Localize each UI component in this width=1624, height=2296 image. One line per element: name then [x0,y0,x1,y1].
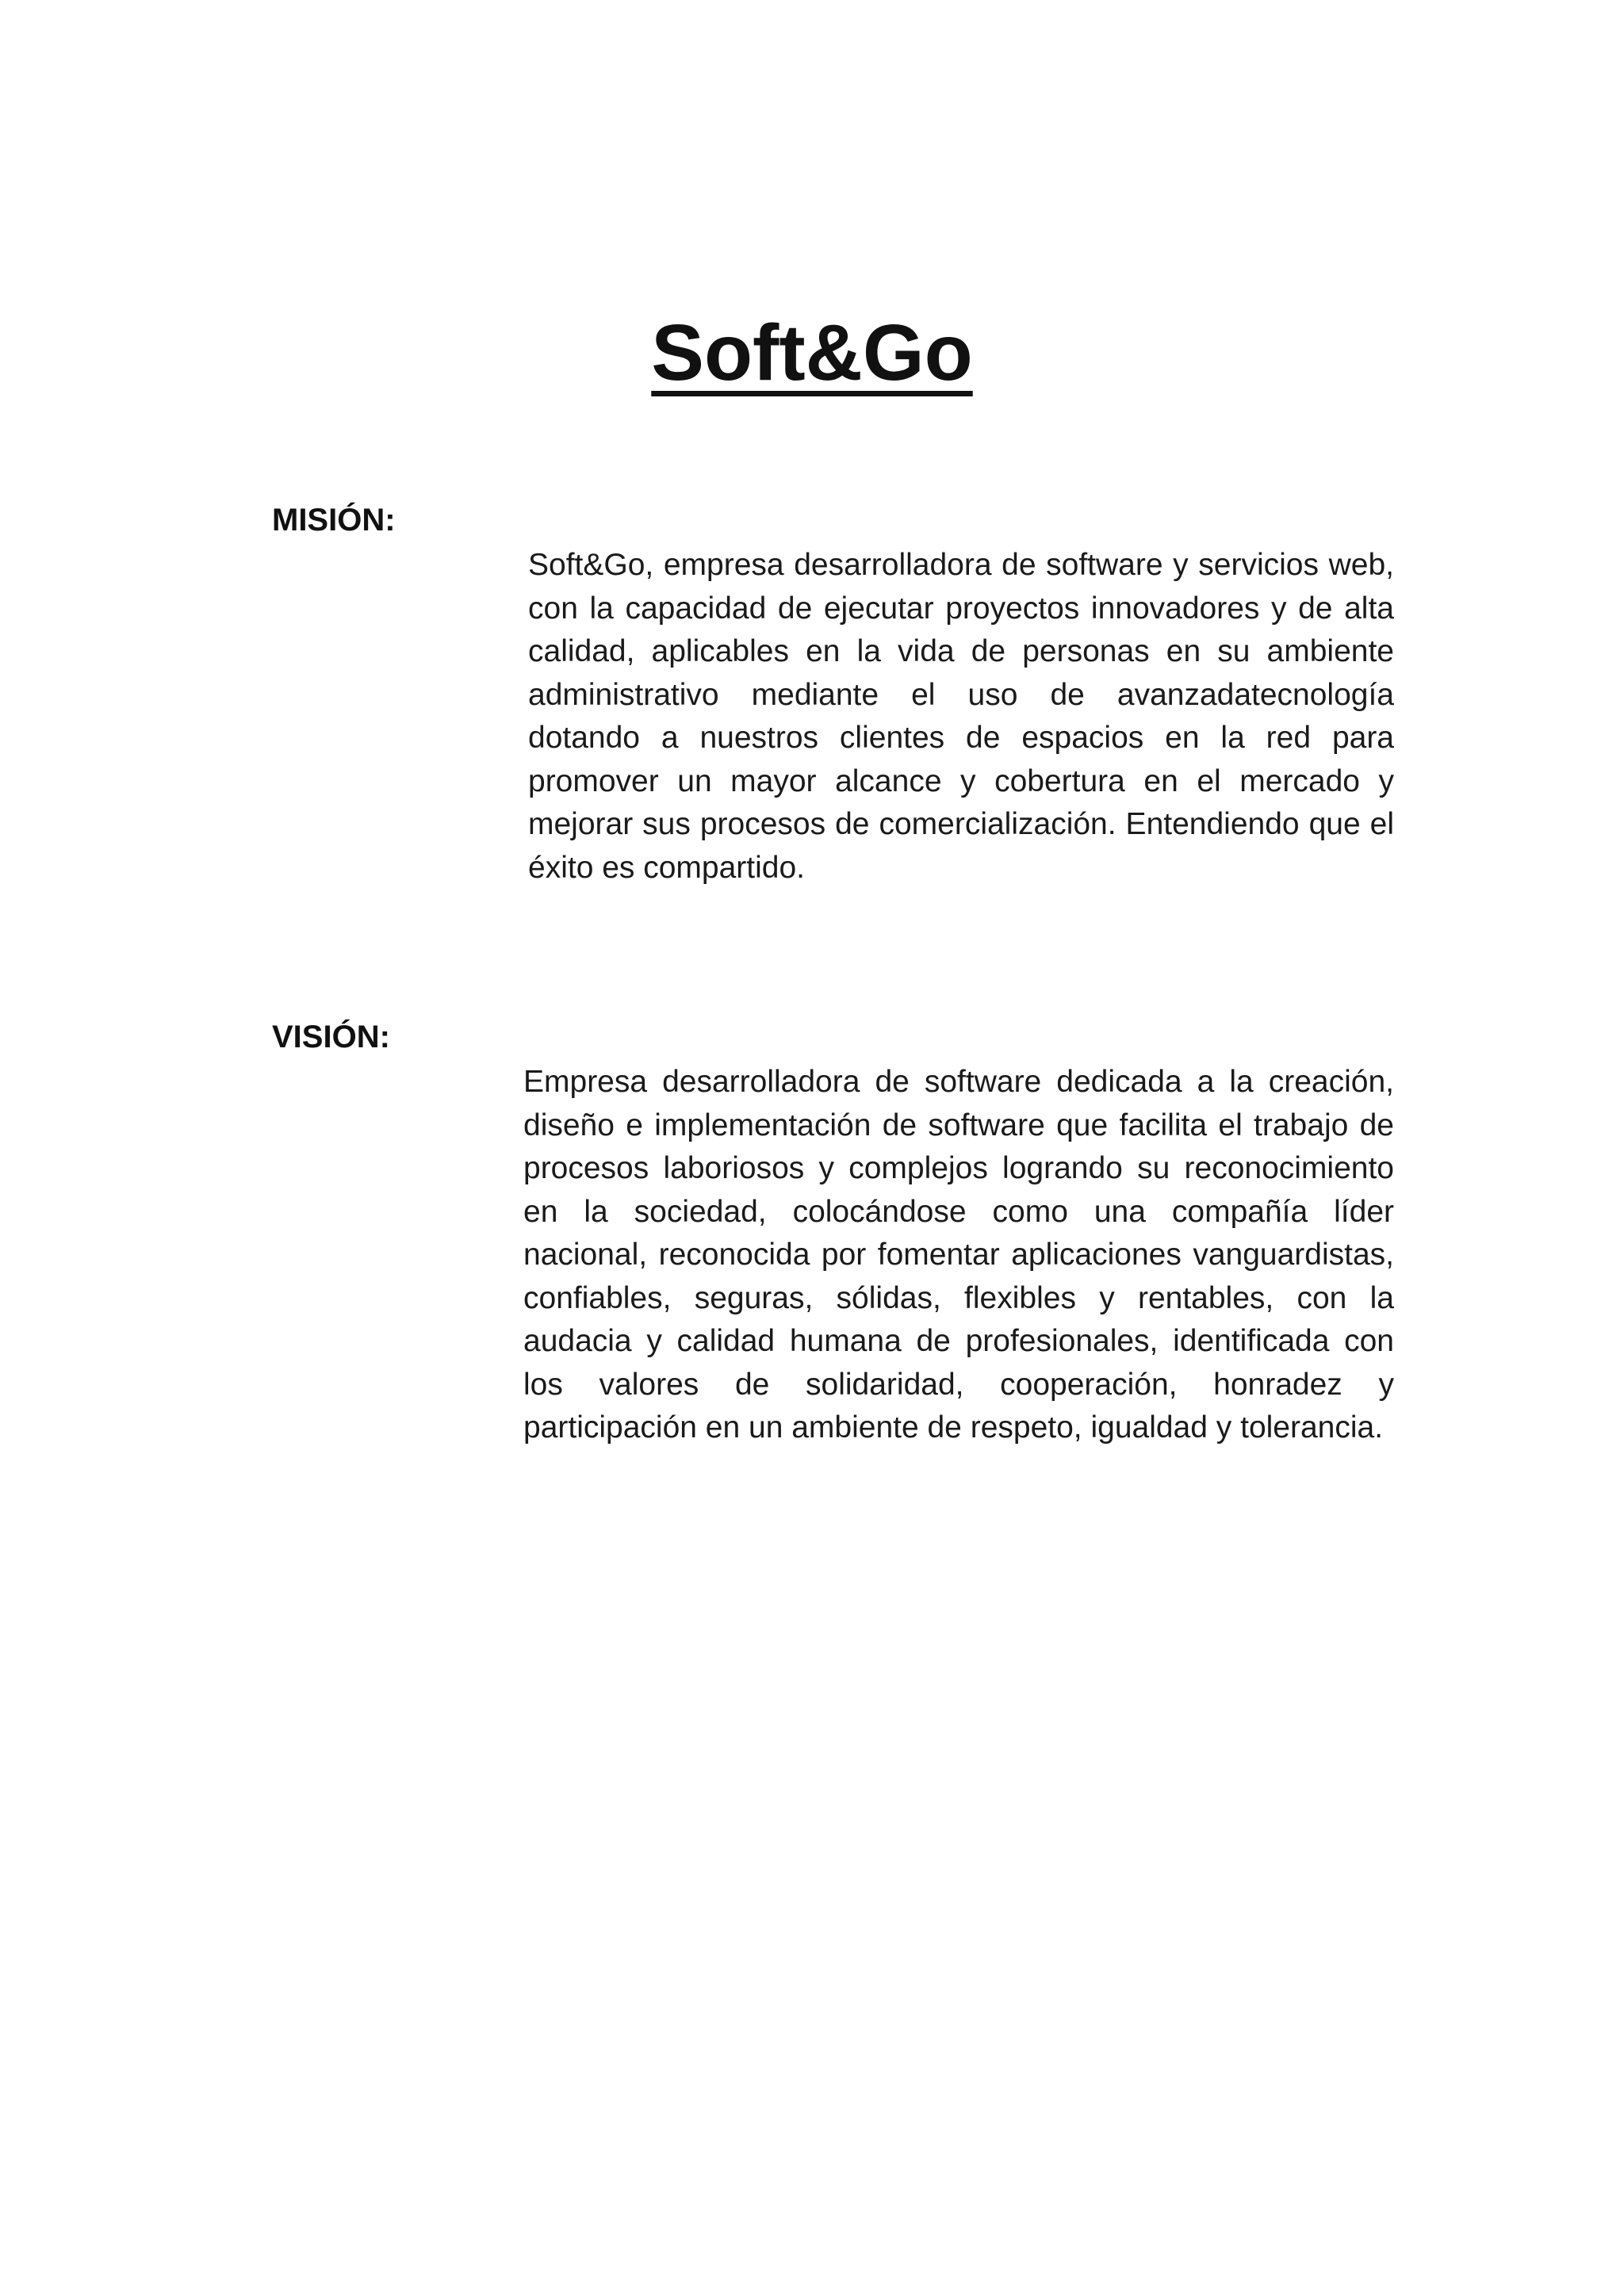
mision-label: MISIÓN: [272,503,396,538]
document-title: Soft&Go [651,308,973,397]
vision-label: VISIÓN: [272,1020,390,1054]
vision-text: Empresa desarrolladora de software dedicada a la creación, diseño e implementación de software que facilita el trabajo de procesos laboriosos y complejos logrando su reconocimiento en la sociedad, colocándose como una compañía líder nacional, reconocida por fomentar aplicaciones vanguardistas, confiables, seguras, sólidas, flexibles y rentables, con la audacia y calidad humana de profesionales, identificada con los valores de solidaridad, cooperación, honradez y participación en un ambiente de respeto, igualdad y tolerancia. [523,1065,1394,1445]
mision-text: Soft&Go, empresa desarrolladora de software y servicios web, con la capacidad de ejecutar proyectos innovadores y de alta calidad, aplicables en la vida de personas en su ambiente administrativo mediante el uso de avanzadatecnología dotando a nuestros clientes de espacios en la red para promover un mayor alcance y cobertura en el mercado y mejorar sus procesos de comercialización. Entendiendo que el éxito es compartido. [528,548,1394,885]
